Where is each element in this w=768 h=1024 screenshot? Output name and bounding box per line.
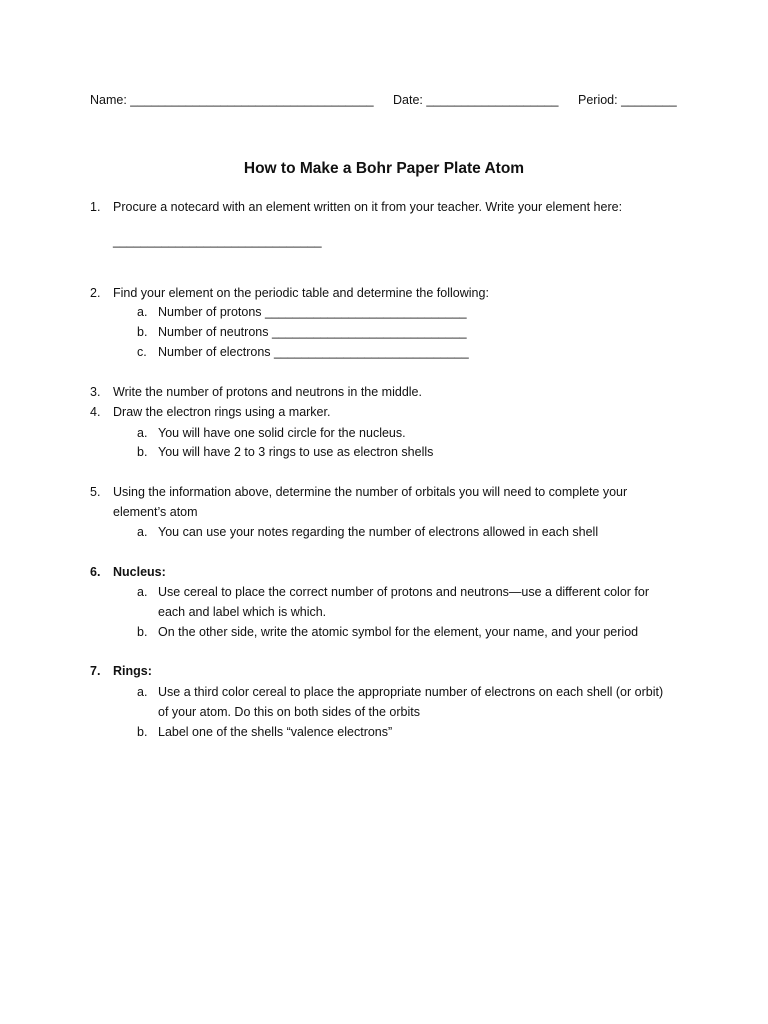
step-6-heading: Nucleus: bbox=[113, 565, 166, 579]
step-2c-letter: c. bbox=[137, 345, 147, 359]
step-2a-letter: a. bbox=[137, 305, 148, 319]
step-2b-letter: b. bbox=[137, 325, 148, 339]
step-7a-text-line-2: of your atom. Do this on both sides of the orbits bbox=[158, 705, 420, 719]
step-6a-letter: a. bbox=[137, 585, 148, 599]
step-5-number: 5. bbox=[90, 485, 101, 499]
step-3-text: Write the number of protons and neutrons in the middle. bbox=[113, 385, 422, 399]
step-6b-letter: b. bbox=[137, 625, 148, 639]
step-1-answer-blank[interactable]: ______________________________ bbox=[113, 234, 322, 248]
header-fields bbox=[90, 93, 690, 111]
step-5a-letter: a. bbox=[137, 525, 148, 539]
step-6a-text-line-1: Use cereal to place the correct number of protons and neutrons—use a different color for bbox=[158, 585, 650, 599]
step-2-number: 2. bbox=[90, 286, 101, 300]
step-4-text: Draw the electron rings using a marker. bbox=[113, 405, 331, 419]
step-2b-neutrons-field[interactable]: Number of neutrons ____________________________ bbox=[158, 325, 467, 339]
step-1-number: 1. bbox=[90, 200, 101, 214]
step-6-number: 6. bbox=[90, 565, 101, 579]
step-4b-letter: b. bbox=[137, 445, 148, 459]
step-5-text-line-1: Using the information above, determine the number of orbitals you will need to complete your bbox=[113, 485, 628, 499]
step-1-text-line-1: Procure a notecard with an element written on it from your teacher. Write your element here: bbox=[113, 200, 623, 214]
step-2c-electrons-field[interactable]: Number of electrons ____________________________ bbox=[158, 345, 469, 359]
period-field[interactable]: Period: ________ bbox=[578, 93, 677, 107]
step-6a-text-line-2: each and label which is which. bbox=[158, 605, 327, 619]
step-5a-text: You can use your notes regarding the number of electrons allowed in each shell bbox=[158, 525, 599, 539]
step-7b-letter: b. bbox=[137, 725, 148, 739]
step-7a-letter: a. bbox=[137, 685, 148, 699]
step-7a-text-line-1: Use a third color cereal to place the appropriate number of electrons on each shell (or orbit) bbox=[158, 685, 664, 699]
step-6b-text: On the other side, write the atomic symbol for the element, your name, and your period bbox=[158, 625, 639, 639]
step-7-number: 7. bbox=[90, 664, 101, 678]
step-2a-protons-field[interactable]: Number of protons _____________________________ bbox=[158, 305, 467, 319]
step-7b-text: Label one of the shells “valence electrons” bbox=[158, 725, 393, 739]
date-field[interactable]: Date: ___________________ bbox=[393, 93, 559, 107]
step-2-text: Find your element on the periodic table and determine the following: bbox=[113, 286, 489, 300]
step-7-heading: Rings: bbox=[113, 664, 152, 678]
step-4a-letter: a. bbox=[137, 426, 148, 440]
step-4b-text: You will have 2 to 3 rings to use as electron shells bbox=[158, 445, 434, 459]
step-4a-text: You will have one solid circle for the nucleus. bbox=[158, 426, 406, 440]
name-field[interactable]: Name: ___________________________________ bbox=[90, 93, 374, 107]
step-3-number: 3. bbox=[90, 385, 101, 399]
step-5-text-line-2: element’s atom bbox=[113, 505, 198, 519]
step-4-number: 4. bbox=[90, 405, 101, 419]
page-title: How to Make a Bohr Paper Plate Atom bbox=[243, 160, 525, 177]
